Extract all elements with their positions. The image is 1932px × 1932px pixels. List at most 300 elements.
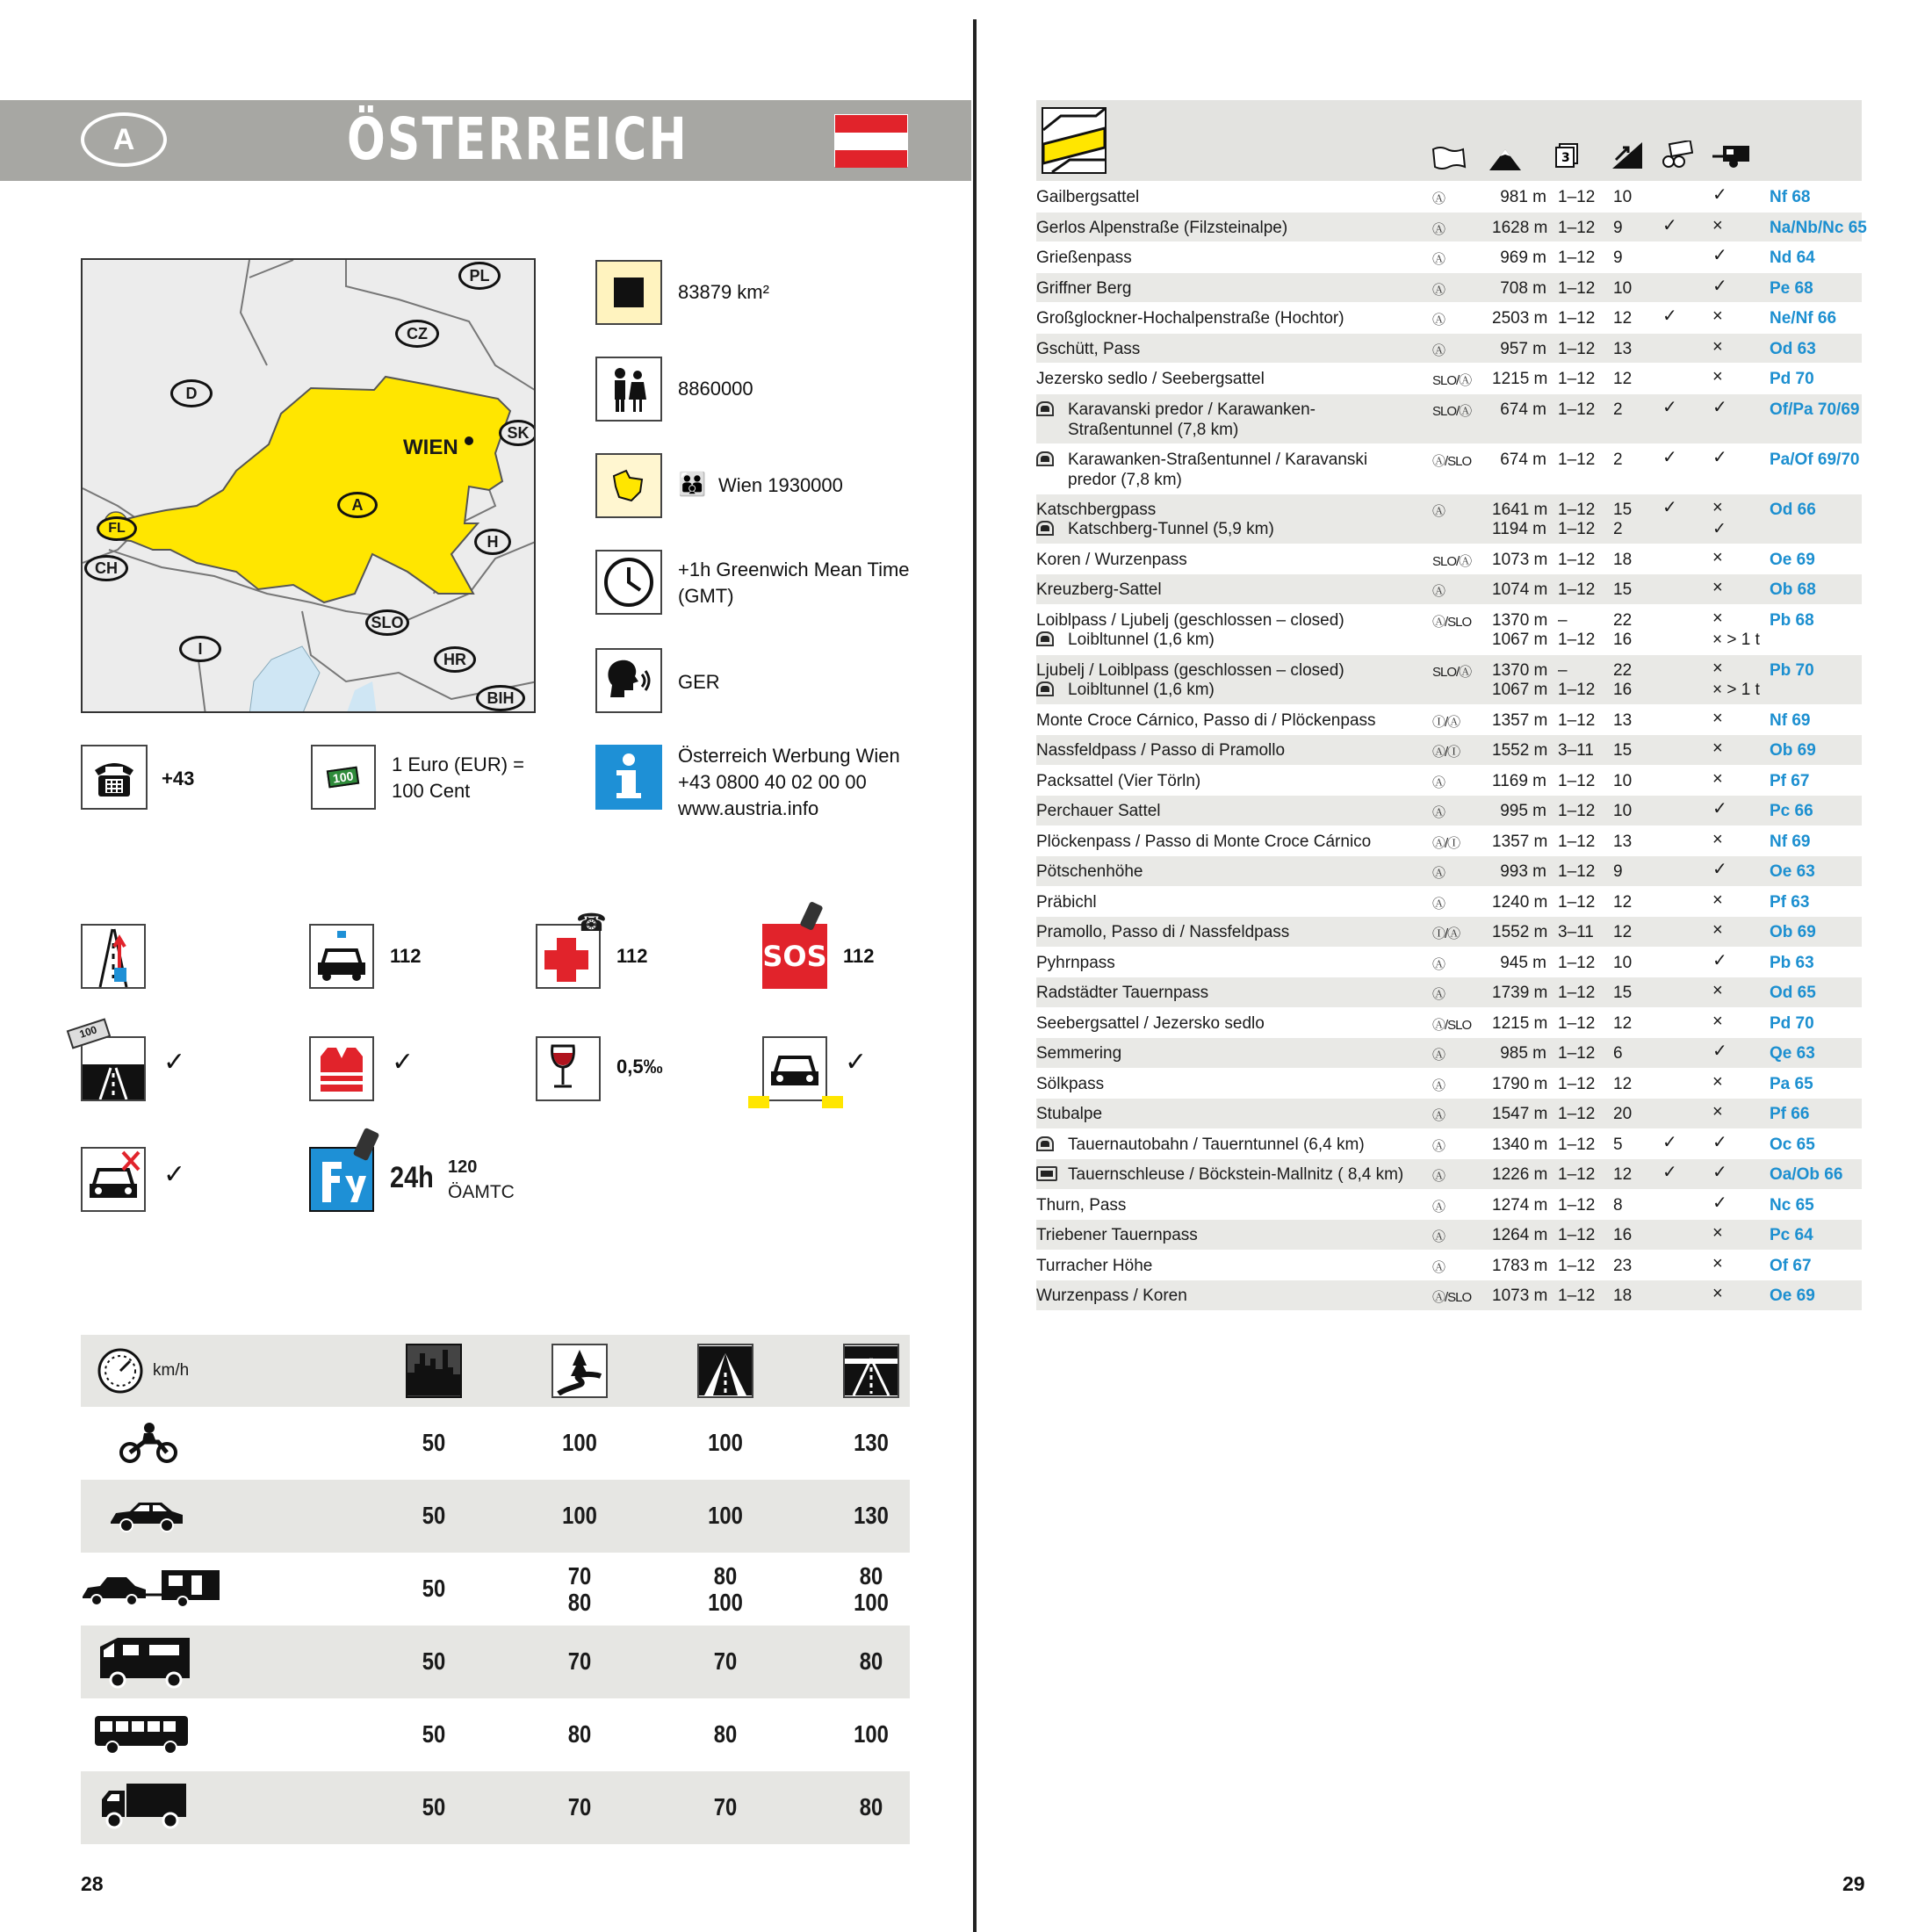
pass-country: SLO/Ⓐ xyxy=(1432,403,1472,419)
pass-map-ref[interactable]: Pc 66 xyxy=(1770,802,1813,820)
pass-name: Gailbergsattel xyxy=(1036,188,1140,206)
car-icon xyxy=(107,1499,186,1539)
motorcycle-icon xyxy=(118,1421,179,1469)
no-phone-driving-icon xyxy=(81,1147,146,1212)
map-label-pl: PL xyxy=(458,262,501,290)
pass-caravan: ✓ xyxy=(1712,519,1727,538)
pass-gradient: 10 xyxy=(1613,278,1633,298)
pass-name: Pyhrnpass xyxy=(1036,953,1115,972)
truck-icon xyxy=(100,1782,188,1835)
pass-name: Loiblpass / Ljubelj (geschlossen – closed) xyxy=(1036,610,1344,630)
pass-months: 1–12 xyxy=(1558,218,1596,237)
pass-name-secondary: Loibltunnel (1,6 km) xyxy=(1068,630,1215,649)
pass-altitude: 1628 m xyxy=(1492,218,1548,237)
pass-months: 1–12 xyxy=(1558,802,1596,820)
country-header xyxy=(0,100,971,181)
pass-altitude: 1073 m xyxy=(1492,550,1548,569)
pass-altitude: 1552 m xyxy=(1492,741,1548,760)
pass-country: Ⓐ xyxy=(1432,896,1445,912)
pass-caravan: × xyxy=(1712,658,1723,678)
pass-row xyxy=(1036,1250,1862,1280)
pass-map-ref[interactable]: Pb 63 xyxy=(1770,953,1814,972)
sos-number: 112 xyxy=(843,945,875,967)
pass-map-ref[interactable]: Oe 63 xyxy=(1770,862,1815,881)
pass-map-ref[interactable]: Pe 68 xyxy=(1770,278,1813,298)
pass-map-ref[interactable]: Pb 68 xyxy=(1770,610,1814,630)
pass-altitude: 708 m xyxy=(1500,278,1546,298)
pass-altitude: 981 m xyxy=(1500,188,1546,206)
map-label-slo: SLO xyxy=(365,609,409,636)
pass-country: Ⓐ xyxy=(1432,866,1445,881)
pass-gradient: 9 xyxy=(1613,862,1623,881)
pass-name-secondary: Katschberg-Tunnel (5,9 km) xyxy=(1068,519,1274,538)
speed-value: 50 xyxy=(422,1429,446,1456)
map-label-i: I xyxy=(179,636,221,662)
pass-months: 1–12 xyxy=(1558,984,1596,1002)
pass-map-ref[interactable]: Of/Pa 70/69 xyxy=(1770,400,1860,419)
headlights-check: ✓ xyxy=(845,1048,868,1077)
pass-name: Stubalpe xyxy=(1036,1105,1103,1123)
speed-limit-table xyxy=(81,1335,910,1844)
pass-caravan: × xyxy=(1712,1253,1723,1273)
pass-months: 1–12 xyxy=(1558,1165,1596,1184)
speed-value: 70 xyxy=(567,1647,592,1675)
pass-months: 1–12 xyxy=(1558,1195,1596,1215)
pass-map-ref[interactable]: Od 66 xyxy=(1770,500,1816,519)
pass-name: Tauernschleuse / Böckstein-Mallnitz ( 8,4 km) xyxy=(1068,1165,1404,1184)
alcohol-limit: 0,5‰ xyxy=(616,1056,663,1078)
pass-map-ref[interactable]: Pb 70 xyxy=(1770,660,1814,680)
pass-country: Ⓐ xyxy=(1432,503,1445,519)
pass-map-ref[interactable]: Oa/Ob 66 xyxy=(1770,1165,1843,1184)
tunnel-icon xyxy=(1036,681,1054,696)
speed-value: 80 xyxy=(859,1647,883,1675)
pass-altitude: 1194 m xyxy=(1492,519,1546,538)
pass-map-ref[interactable]: Pf 66 xyxy=(1770,1105,1810,1123)
pass-name: Radstädter Tauernpass xyxy=(1036,984,1209,1002)
expressway-icon xyxy=(697,1344,753,1398)
pass-months: 1–12 xyxy=(1558,1226,1596,1244)
currency-icon xyxy=(311,745,376,810)
currency-value xyxy=(392,752,550,804)
pass-altitude: 1067 m xyxy=(1492,680,1548,699)
pass-map-ref[interactable]: Ob 69 xyxy=(1770,923,1816,941)
pass-caravan: ✓ xyxy=(1712,1132,1727,1152)
pass-name: Packsattel (Vier Törln) xyxy=(1036,771,1201,790)
keep-right-icon xyxy=(81,924,146,989)
area-value: 83879 km² xyxy=(678,281,769,303)
pass-altitude: 993 m xyxy=(1500,862,1546,881)
pass-country: Ⓐ xyxy=(1432,1199,1445,1215)
pass-altitude: 969 m xyxy=(1500,249,1546,267)
area-icon xyxy=(595,260,662,325)
car-caravan-icon xyxy=(81,1567,221,1615)
pass-months: 1–12 xyxy=(1558,500,1596,519)
pass-altitude: 1790 m xyxy=(1492,1074,1548,1093)
map-label-fl: FL xyxy=(97,516,137,541)
pass-caravan: × xyxy=(1712,920,1723,940)
police-number: 112 xyxy=(390,945,422,967)
pass-gradient: 18 xyxy=(1613,1287,1633,1305)
pass-gradient: 13 xyxy=(1613,339,1633,358)
info-icon xyxy=(595,745,662,810)
pass-name: Tauernautobahn / Tauerntunnel (6,4 km) xyxy=(1068,1135,1365,1154)
pass-row xyxy=(1036,212,1867,242)
pass-altitude: 1370 m xyxy=(1492,660,1548,680)
pass-row xyxy=(1036,1158,1862,1189)
map-label-cz: CZ xyxy=(395,320,439,348)
pass-map-ref[interactable]: Qe 63 xyxy=(1770,1044,1815,1063)
pass-map-ref[interactable]: Nf 69 xyxy=(1770,832,1811,851)
page-number-left: 28 xyxy=(81,1872,104,1895)
phone-code: +43 xyxy=(162,768,195,789)
speed-value: 130 xyxy=(854,1502,889,1529)
pass-altitude: 1357 m xyxy=(1492,832,1548,851)
tourism-phone: +43 0800 40 02 00 00 xyxy=(678,771,867,793)
pass-name: Wurzenpass / Koren xyxy=(1036,1287,1187,1305)
pass-altitude: 985 m xyxy=(1500,1044,1546,1063)
pass-gradient: 9 xyxy=(1613,218,1623,237)
pass-country: Ⓐ xyxy=(1432,1169,1445,1184)
tunnel-icon xyxy=(1036,451,1054,466)
pass-row xyxy=(1036,704,1862,735)
pass-months: – xyxy=(1558,610,1568,630)
pass-row xyxy=(1036,494,1862,544)
pass-row xyxy=(1036,302,1862,333)
toll-column-icon xyxy=(1662,141,1693,169)
pass-row xyxy=(1036,242,1862,272)
pass-altitude: 1264 m xyxy=(1492,1226,1548,1244)
pass-toll-check: ✓ xyxy=(1662,1132,1677,1152)
pass-map-ref[interactable]: Oe 69 xyxy=(1770,1287,1815,1305)
pass-caravan: × xyxy=(1712,1071,1723,1092)
pass-months: 1–12 xyxy=(1558,550,1596,569)
pass-row xyxy=(1036,272,1862,303)
page-divider xyxy=(973,19,977,1932)
speed-row xyxy=(81,1553,910,1626)
pass-country: Ⓐ xyxy=(1432,1259,1445,1275)
pass-row xyxy=(1036,544,1862,574)
pass-gradient: 10 xyxy=(1613,802,1633,820)
pass-months: 1–12 xyxy=(1558,309,1596,328)
svg-text:3: 3 xyxy=(1561,151,1570,165)
pass-map-ref[interactable]: Pf 63 xyxy=(1770,892,1810,912)
ambulance-phone-icon: ☎ xyxy=(576,909,607,936)
train-icon xyxy=(1036,1166,1057,1181)
pass-name: Perchauer Sattel xyxy=(1036,802,1161,820)
pass-country: Ⓐ xyxy=(1432,342,1445,358)
speed-value: 80 xyxy=(713,1720,738,1748)
pass-name: Präbichl xyxy=(1036,892,1097,912)
pass-gradient: 13 xyxy=(1613,832,1633,851)
speed-value: 80 xyxy=(859,1793,883,1820)
pass-name: Nassfeldpass / Passo di Pramollo xyxy=(1036,741,1286,760)
speed-value: 80 100 xyxy=(854,1562,889,1616)
country-road-icon xyxy=(551,1344,608,1398)
language-value: GER xyxy=(678,671,720,693)
pass-caravan: × xyxy=(1712,708,1723,728)
pass-row xyxy=(1036,855,1862,886)
alcohol-icon xyxy=(536,1036,601,1101)
pass-caravan: ✓ xyxy=(1712,246,1727,265)
pass-map-ref[interactable]: Ne/Nf 66 xyxy=(1770,309,1837,328)
pass-altitude: 1370 m xyxy=(1492,610,1548,630)
pass-row xyxy=(1036,1219,1862,1250)
pass-country: Ⓐ/SLO xyxy=(1432,1017,1472,1033)
caravan-column-icon xyxy=(1711,144,1751,169)
clock-icon xyxy=(595,550,662,615)
pass-map-ref[interactable]: Pd 70 xyxy=(1770,1013,1814,1033)
population-icon xyxy=(595,357,662,422)
pass-name: Semmering xyxy=(1036,1044,1122,1063)
pass-country: Ⓐ xyxy=(1432,1048,1445,1063)
speed-value: 80 100 xyxy=(708,1562,743,1616)
pass-map-ref[interactable]: Of 67 xyxy=(1770,1256,1812,1275)
pass-months: 1–12 xyxy=(1558,892,1596,912)
pass-altitude: 674 m xyxy=(1500,400,1546,419)
pass-name: Thurn, Pass xyxy=(1036,1195,1127,1215)
pass-map-ref[interactable]: Ob 68 xyxy=(1770,580,1816,599)
headlights-icon xyxy=(762,1036,827,1101)
vest-check: ✓ xyxy=(392,1048,415,1077)
pass-altitude: 1357 m xyxy=(1492,710,1548,730)
pass-map-ref[interactable]: Oc 65 xyxy=(1770,1135,1815,1154)
speed-row xyxy=(81,1698,910,1771)
pass-gradient: 2 xyxy=(1613,400,1623,419)
pass-map-ref[interactable]: Na/Nb/Nc 65 xyxy=(1770,218,1867,237)
pass-gradient: 15 xyxy=(1613,741,1633,760)
pass-gradient: 5 xyxy=(1613,1135,1623,1154)
pass-months: 1–12 xyxy=(1558,862,1596,881)
police-icon xyxy=(309,924,374,989)
pass-altitude: 1074 m xyxy=(1492,580,1548,599)
pass-toll-check: ✓ xyxy=(1662,447,1677,467)
pass-altitude: 1739 m xyxy=(1492,984,1548,1002)
motorway-toll-icon xyxy=(81,1036,146,1101)
speed-row xyxy=(81,1626,910,1698)
pass-map-ref[interactable]: Pd 70 xyxy=(1770,370,1814,388)
pass-altitude: 1240 m xyxy=(1492,892,1548,912)
pass-country: Ⓐ xyxy=(1432,805,1445,820)
pass-row xyxy=(1036,1280,1862,1310)
pass-map-ref[interactable]: Pa 65 xyxy=(1770,1074,1813,1093)
pass-gradient: 6 xyxy=(1613,1044,1623,1063)
pass-toll-check: ✓ xyxy=(1662,497,1677,517)
pass-months: 1–12 xyxy=(1558,1135,1596,1154)
pass-country: SLO/Ⓐ xyxy=(1432,553,1472,569)
pass-name: Gerlos Alpenstraße (Filzsteinalpe) xyxy=(1036,218,1288,237)
pass-caravan: ✓ xyxy=(1712,1193,1727,1213)
pass-altitude: 1169 m xyxy=(1492,771,1546,790)
safety-vest-icon xyxy=(309,1036,374,1101)
pass-map-ref[interactable]: Nd 64 xyxy=(1770,249,1815,267)
pass-months: 1–12 xyxy=(1558,1013,1596,1033)
pass-map-ref[interactable]: Oe 69 xyxy=(1770,550,1815,569)
pass-name: Seebergsattel / Jezersko sedlo xyxy=(1036,1013,1265,1033)
pass-country: Ⓐ xyxy=(1432,1108,1445,1123)
pass-country: Ⓘ/Ⓐ xyxy=(1432,714,1460,730)
speed-value: 100 xyxy=(708,1429,743,1456)
pass-gradient: 12 xyxy=(1613,892,1633,912)
pass-row xyxy=(1036,916,1862,947)
pass-row xyxy=(1036,977,1862,1007)
pass-gradient: 12 xyxy=(1613,309,1633,328)
pass-row xyxy=(1036,1068,1862,1099)
pass-name: Karavanski predor / Karawanken-Straßentunnel (7,8 km) xyxy=(1068,400,1316,439)
pass-caravan: × xyxy=(1712,739,1723,758)
pass-country: Ⓐ/Ⓘ xyxy=(1432,745,1460,760)
pass-months: 1–12 xyxy=(1558,832,1596,851)
pass-gradient: 10 xyxy=(1613,953,1633,972)
pass-caravan: ✓ xyxy=(1712,799,1727,818)
country-map xyxy=(81,258,536,713)
pass-gradient: 23 xyxy=(1613,1256,1633,1275)
speed-value: 80 xyxy=(567,1720,592,1748)
pass-map-ref[interactable]: Nc 65 xyxy=(1770,1195,1814,1215)
pass-caravan: ✓ xyxy=(1712,1042,1727,1061)
pass-country: Ⓐ/Ⓘ xyxy=(1432,835,1460,851)
pass-map-ref[interactable]: Nf 69 xyxy=(1770,710,1811,730)
pass-months: 1–12 xyxy=(1558,953,1596,972)
pass-row xyxy=(1036,734,1862,765)
pass-gradient: 12 xyxy=(1613,1074,1633,1093)
breakdown-phone-icon xyxy=(353,1128,380,1161)
speed-unit: km/h xyxy=(153,1361,190,1380)
family-icon: 👪 xyxy=(678,471,707,497)
speed-row xyxy=(81,1407,910,1480)
speed-value: 50 xyxy=(422,1647,446,1675)
pass-months: 1–12 xyxy=(1558,278,1596,298)
page-title: ÖSTERREICH xyxy=(347,105,688,173)
pass-caravan: × xyxy=(1712,547,1723,567)
country-flag-column-icon xyxy=(1431,146,1467,170)
pass-row xyxy=(1036,443,1862,494)
pass-name: Plöckenpass / Passo di Monte Croce Cárnico xyxy=(1036,832,1372,851)
pass-altitude: 1783 m xyxy=(1492,1256,1548,1275)
pass-gradient: 10 xyxy=(1613,188,1633,206)
pass-map-ref[interactable]: Pf 67 xyxy=(1770,771,1810,790)
pass-months: 3–11 xyxy=(1558,923,1594,941)
pass-caravan: × xyxy=(1712,578,1723,597)
speed-value: 100 xyxy=(562,1502,597,1529)
pass-caravan: × xyxy=(1712,497,1723,517)
city-icon xyxy=(406,1344,462,1398)
pass-map-ref[interactable]: Pa/Of 69/70 xyxy=(1770,450,1860,469)
map-label-bih: BIH xyxy=(476,685,525,711)
pass-caravan: ✓ xyxy=(1712,185,1727,205)
pass-row xyxy=(1036,393,1862,443)
speedometer-icon xyxy=(97,1347,144,1395)
pass-table-header xyxy=(1036,100,1862,181)
speed-value: 70 xyxy=(713,1793,738,1820)
country-code-badge: A xyxy=(81,112,167,167)
tunnel-icon xyxy=(1036,521,1054,536)
pass-country: Ⓐ xyxy=(1432,1138,1445,1154)
pass-altitude: 674 m xyxy=(1500,450,1546,469)
pass-caravan: × xyxy=(1712,367,1723,386)
pass-name: Gschütt, Pass xyxy=(1036,339,1141,358)
speed-header-row xyxy=(81,1335,910,1407)
speed-value: 50 xyxy=(422,1502,446,1529)
pass-altitude: 1067 m xyxy=(1492,630,1548,649)
page-number-right: 29 xyxy=(1842,1872,1865,1895)
pass-row xyxy=(1036,1098,1862,1128)
speed-value: 50 xyxy=(422,1793,446,1820)
map-label-a: A xyxy=(337,492,378,518)
pass-map-ref[interactable]: Ob 69 xyxy=(1770,741,1816,760)
pass-gradient: 16 xyxy=(1613,680,1633,699)
currency-icon-label: 100 xyxy=(327,767,360,789)
pass-name: Jezersko sedlo / Seebergsattel xyxy=(1036,370,1265,388)
tourism-website[interactable]: www.austria.info xyxy=(678,797,819,819)
pass-caravan: × xyxy=(1712,1011,1723,1031)
pass-gradient: 15 xyxy=(1613,500,1633,519)
mountain-pass-table xyxy=(1036,100,1867,1310)
pass-altitude: 1274 m xyxy=(1492,1195,1548,1215)
breakdown-org: ÖAMTC xyxy=(448,1182,515,1202)
pass-map-ref[interactable]: Od 65 xyxy=(1770,984,1816,1002)
pass-country: Ⓐ xyxy=(1432,313,1445,328)
pass-caravan: × xyxy=(1712,1284,1723,1303)
pass-months: 1–12 xyxy=(1558,1287,1596,1305)
pass-row xyxy=(1036,765,1862,796)
mountain-pass-icon xyxy=(1042,107,1107,174)
pass-gradient: 15 xyxy=(1613,580,1633,599)
pass-country: SLO/Ⓐ xyxy=(1432,664,1472,680)
speed-value: 100 xyxy=(708,1502,743,1529)
calendar-icon xyxy=(1554,142,1581,169)
pass-map-ref[interactable]: Nf 68 xyxy=(1770,188,1811,206)
pass-country: Ⓐ xyxy=(1432,221,1445,237)
pass-country: Ⓐ/SLO xyxy=(1432,1290,1472,1305)
altitude-icon xyxy=(1489,148,1521,170)
motorhome-icon xyxy=(97,1634,193,1693)
pass-altitude: 1215 m xyxy=(1492,1013,1548,1033)
pass-altitude: 1552 m xyxy=(1492,923,1548,941)
pass-name: Katschbergpass xyxy=(1036,500,1157,519)
pass-caravan: × xyxy=(1712,768,1723,789)
map-label-d: D xyxy=(170,379,213,407)
pass-map-ref[interactable]: Od 63 xyxy=(1770,339,1816,358)
pass-row xyxy=(1036,654,1862,704)
pass-row xyxy=(1036,181,1862,212)
map-graphic xyxy=(83,260,536,713)
pass-name: Grießenpass xyxy=(1036,249,1132,267)
pass-caravan: × xyxy=(1712,829,1723,849)
pass-name: Triebener Tauernpass xyxy=(1036,1226,1198,1244)
pass-toll-check: ✓ xyxy=(1662,1163,1677,1182)
pass-months: 1–12 xyxy=(1558,1256,1596,1275)
pass-row xyxy=(1036,333,1862,364)
pass-name: Großglockner-Hochalpenstraße (Hochtor) xyxy=(1036,309,1344,328)
pass-gradient: 10 xyxy=(1613,771,1633,790)
pass-map-ref[interactable]: Pc 64 xyxy=(1770,1226,1813,1244)
breakdown-hours: 24h xyxy=(390,1161,434,1194)
pass-caravan: ✓ xyxy=(1712,860,1727,879)
speed-value: 50 xyxy=(422,1720,446,1748)
sos-icon: SOS xyxy=(762,924,827,989)
pass-gradient: 18 xyxy=(1613,550,1633,569)
phone-icon xyxy=(81,745,148,810)
pass-altitude: 1215 m xyxy=(1492,370,1548,388)
pass-altitude: 1641 m xyxy=(1492,500,1548,519)
pass-row xyxy=(1036,886,1862,917)
pass-country: Ⓐ/SLO xyxy=(1432,614,1472,630)
pass-altitude: 945 m xyxy=(1500,953,1546,972)
toll-vignette-icon: 100 xyxy=(67,1018,112,1049)
pass-months: 1–12 xyxy=(1558,519,1596,538)
pass-name: Karawanken-Straßentunnel / Karavanski predor (7,8 km) xyxy=(1068,450,1368,489)
